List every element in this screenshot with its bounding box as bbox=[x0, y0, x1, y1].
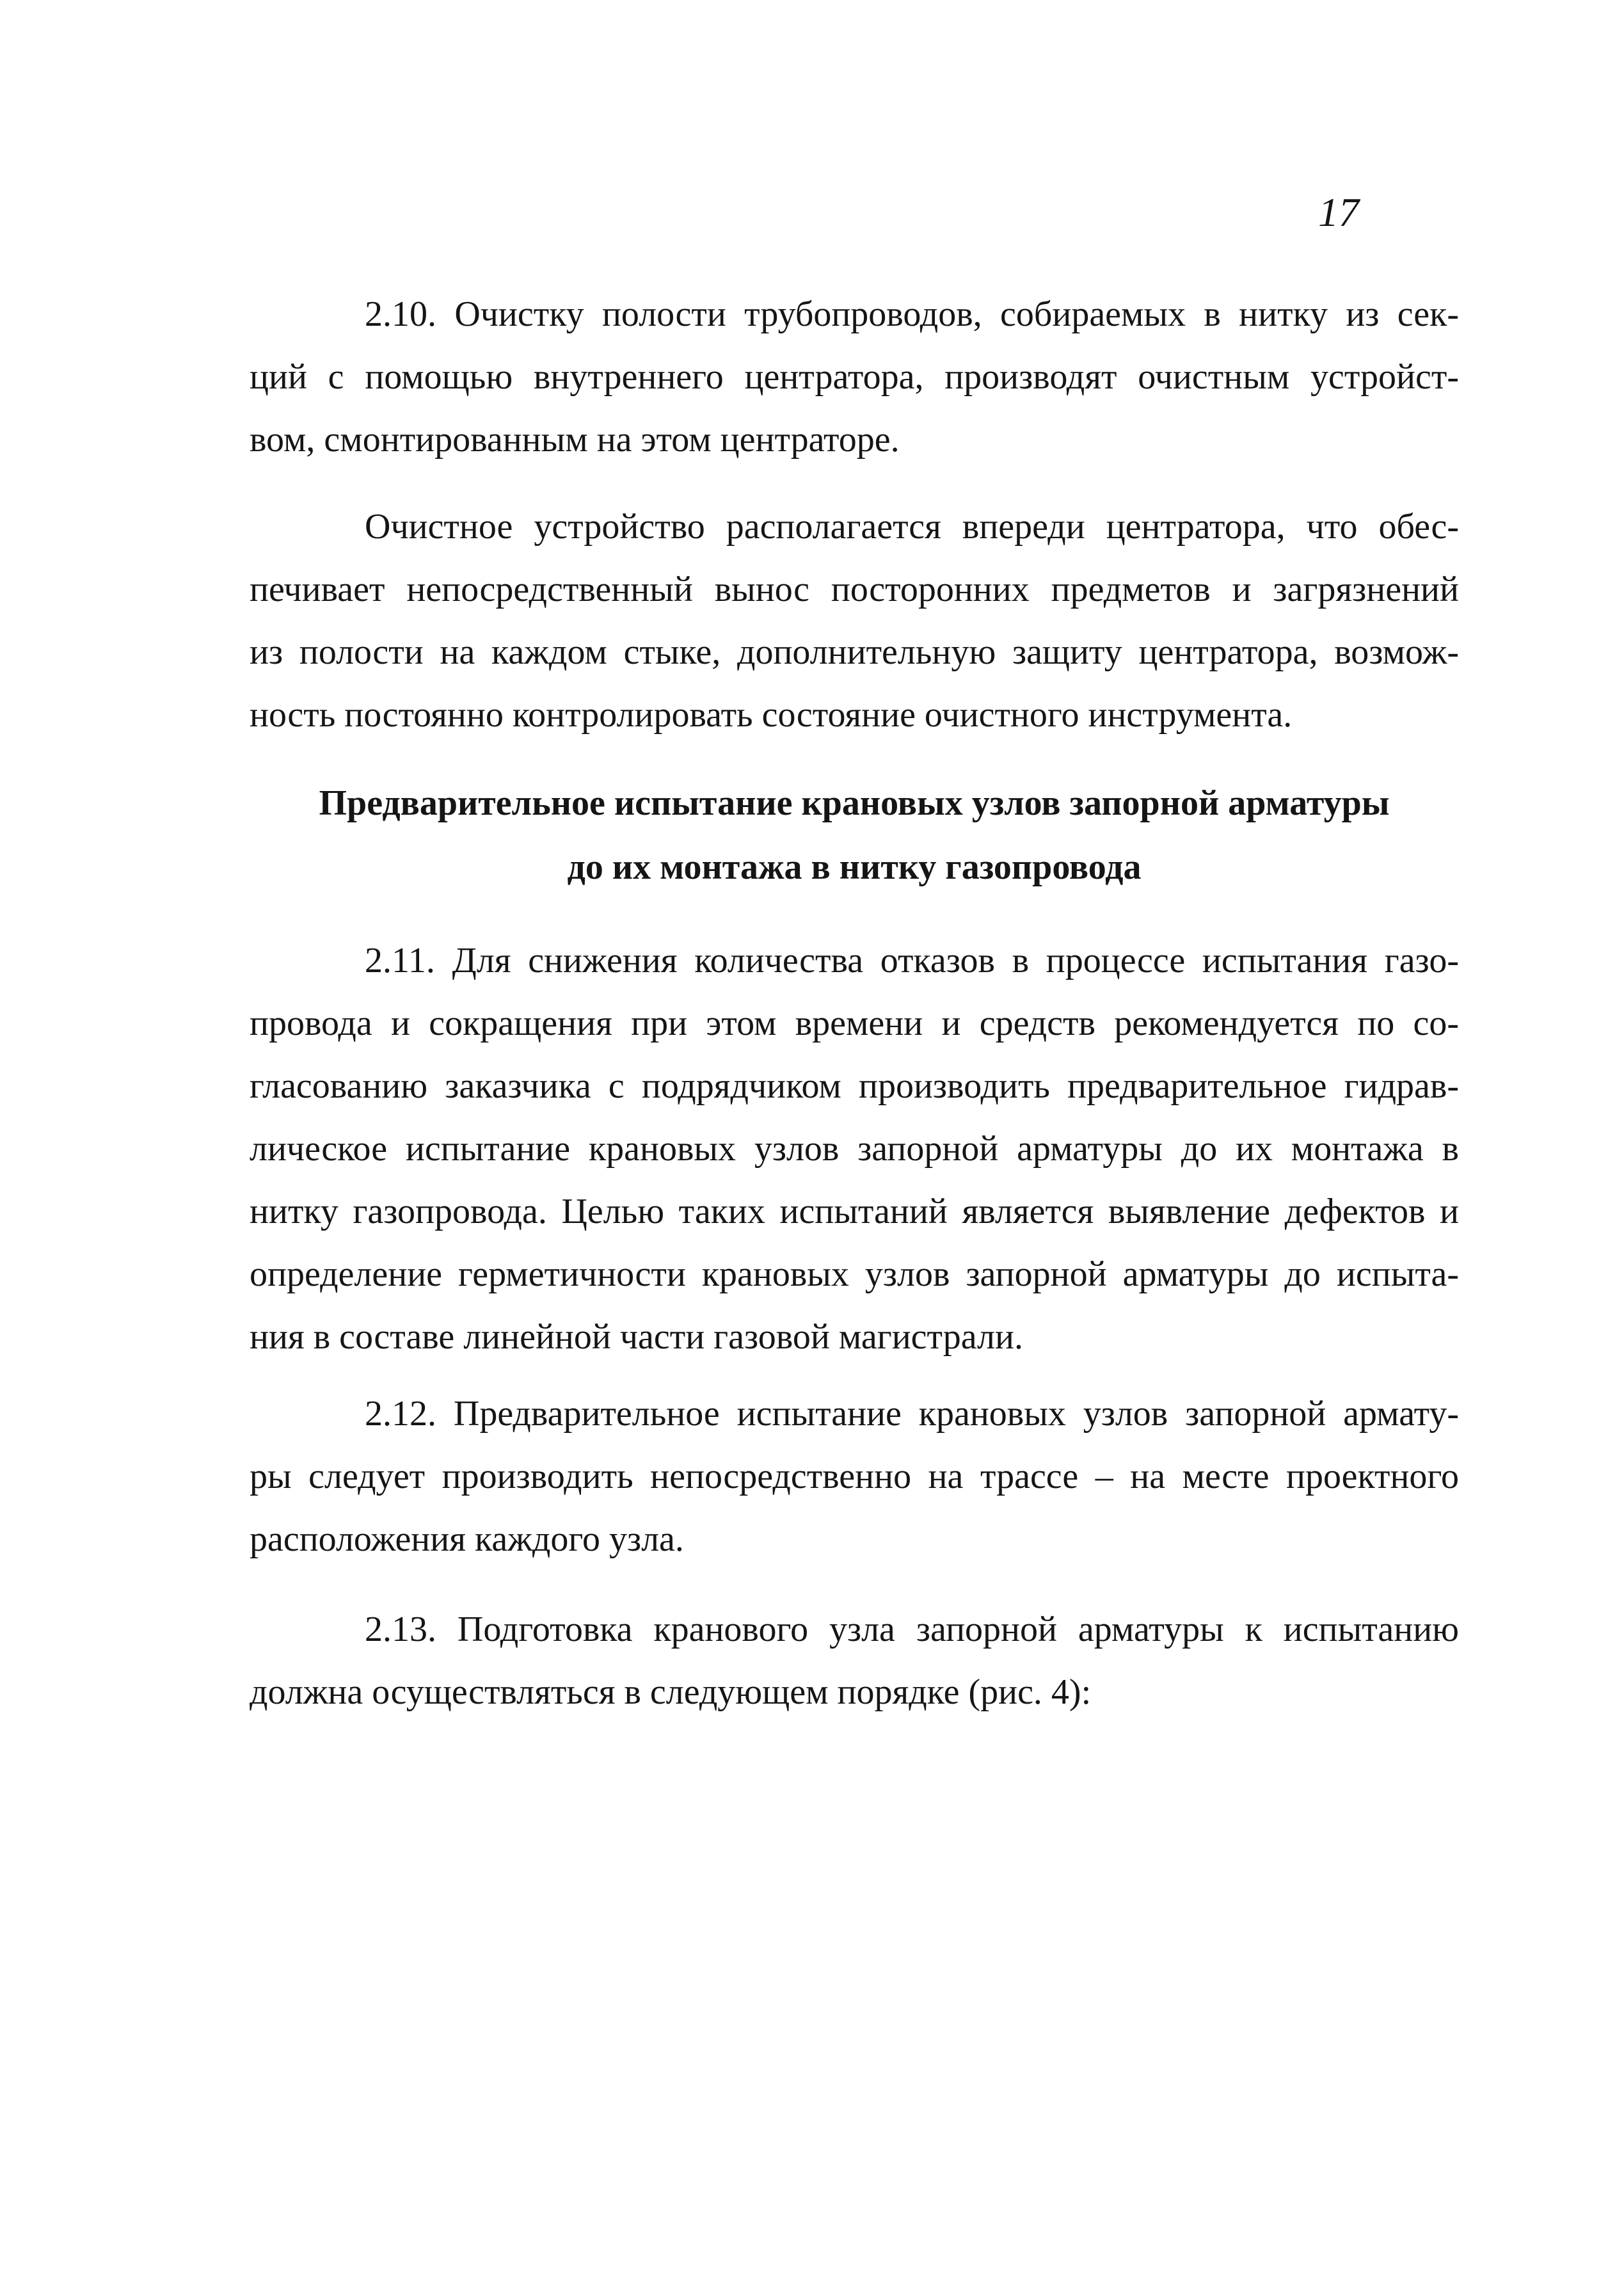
paragraph-line: Очистное устройство располагается впереди центратора, что обес- bbox=[365, 507, 1459, 547]
paragraph-line: из полости на каждом стыке, дополнительную защиту центратора, возмож- bbox=[250, 632, 1459, 672]
paragraph-2-11 bbox=[250, 929, 1459, 1368]
paragraph-line: 2.11. Для снижения количества отказов в процессе испытания газо- bbox=[365, 941, 1459, 980]
paragraph-line: лическое испытание крановых узлов запорной арматуры до их монтажа в bbox=[250, 1129, 1459, 1169]
heading-line: Предварительное испытание крановых узлов запорной арматуры bbox=[319, 783, 1390, 823]
paragraph-line: должна осуществляться в следующем порядке (рис. 4): bbox=[250, 1672, 1092, 1712]
page-number: 17 bbox=[1318, 189, 1359, 235]
section-heading bbox=[250, 771, 1459, 899]
paragraph-line: вом, смонтированным на этом центраторе. bbox=[250, 420, 900, 460]
paragraph-line: 2.10. Очистку полости трубопроводов, собираемых в нитку из сек- bbox=[365, 294, 1459, 334]
paragraph-line: гласованию заказчика с подрядчиком производить предварительное гидрав- bbox=[250, 1066, 1459, 1106]
paragraph-line: определение герметичности крановых узлов запорной арматуры до испыта- bbox=[250, 1254, 1459, 1294]
paragraph-line: ность постоянно контролировать состояние очистного инструмента. bbox=[250, 695, 1293, 735]
paragraph-line: 2.13. Подготовка кранового узла запорной арматуры к испытанию bbox=[365, 1610, 1459, 1649]
heading-line: до их монтажа в нитку газопровода bbox=[567, 847, 1142, 887]
paragraph-line: расположения каждого узла. bbox=[250, 1519, 684, 1559]
paragraph-2-13 bbox=[250, 1598, 1459, 1723]
paragraph-line: ния в составе линейной части газовой магистрали. bbox=[250, 1317, 1023, 1357]
paragraph-line: ций с помощью внутреннего центратора, производят очистным устройст- bbox=[250, 357, 1459, 397]
paragraph-line: нитку газопровода. Целью таких испытаний является выявление дефектов и bbox=[250, 1192, 1459, 1231]
paragraph-2-10-continued bbox=[250, 495, 1459, 746]
paragraph-line: печивает непосредственный вынос посторонних предметов и загрязнений bbox=[250, 570, 1459, 609]
paragraph-line: провода и сокращения при этом времени и средств рекомендуется по со- bbox=[250, 1003, 1459, 1043]
paragraph-line: 2.12. Предварительное испытание крановых узлов запорной армату- bbox=[365, 1394, 1459, 1434]
paragraph-2-12 bbox=[250, 1382, 1459, 1571]
paragraph-2-10 bbox=[250, 283, 1459, 471]
paragraph-line: ры следует производить непосредственно на трассе – на месте проектного bbox=[250, 1457, 1459, 1496]
